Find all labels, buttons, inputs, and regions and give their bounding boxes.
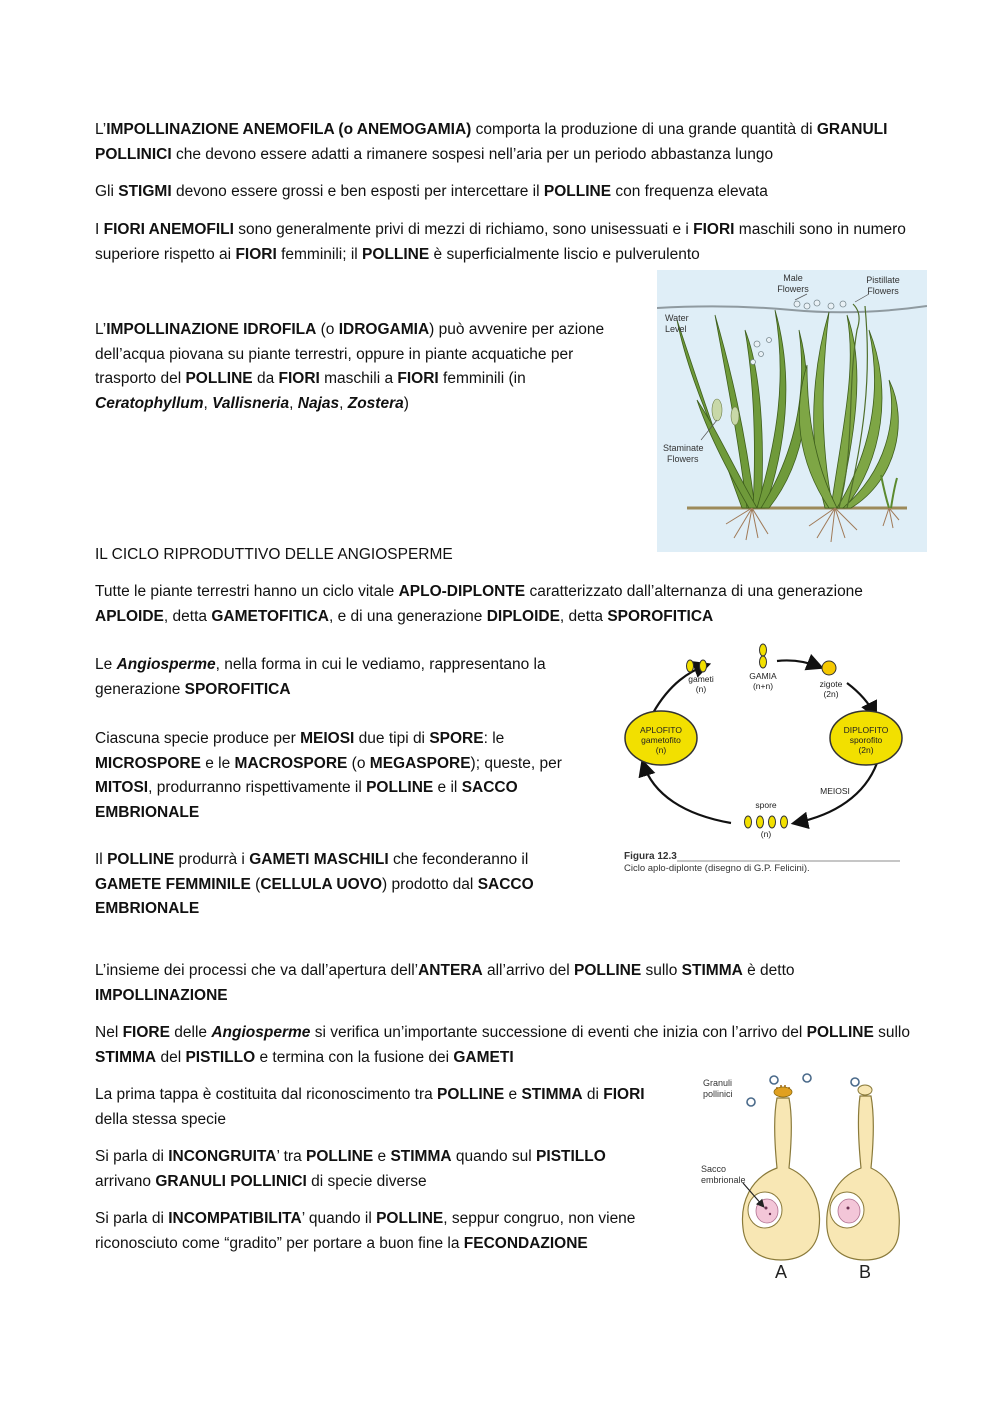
bold-term: POLLINE [543, 183, 612, 200]
text-run: Tutte le piante terrestri hanno un ciclo vitale [95, 583, 399, 600]
label-a: A [774, 1262, 788, 1282]
label-gamia-nn: (n+n) [752, 681, 774, 691]
bold-term: POLLINE [376, 1210, 444, 1227]
bold-term: APLO-DIPLONTE [398, 583, 526, 600]
text-run: Le [95, 656, 117, 673]
bold-term: SACCO EMBRIONALE [95, 779, 518, 821]
bold-term: POLLINE [362, 245, 430, 263]
paragraph-stigmi [95, 180, 915, 205]
text-run: due tipi di [354, 730, 430, 747]
text-run: Si parla di [95, 1210, 169, 1227]
bold-term: SPORE [429, 730, 484, 747]
bold-term: SPOROFITICA [184, 680, 291, 698]
bold-term: FIORI ANEMOFILI [103, 221, 234, 238]
caption-text: Ciclo aplo-diplonte (disegno di G.P. Felicini). [624, 863, 810, 874]
bold-term: DIPLOIDE [486, 607, 560, 625]
bold-term: FIORI [397, 370, 439, 387]
bold-term: GAMETI MASCHILI [249, 851, 389, 868]
bold-term: POLLINE [185, 370, 253, 387]
text-run: delle [169, 1024, 212, 1041]
paragraph-anemofila [95, 118, 915, 167]
text-run: e [504, 1086, 522, 1103]
text-run: La prima tappa è costituita dal riconoscimento tra [95, 1086, 438, 1103]
bold-term: FECONDAZIONE [463, 1234, 588, 1252]
text-run: Il [95, 851, 108, 868]
bold-term: PISTILLO [536, 1148, 606, 1165]
text-run: si verifica un’importante successione di eventi che inizia con l’arrivo del [310, 1024, 807, 1041]
bold-term: Najas [297, 394, 340, 412]
pistil-a [742, 1085, 819, 1260]
text-run: Si parla di [95, 1148, 169, 1165]
bold-term: GAMETI [453, 1048, 514, 1066]
bold-term: MACROSPORE [234, 754, 348, 772]
text-run: , detta [559, 607, 608, 625]
text-run: che devono essere adatti a rimanere sospesi nell’aria per un periodo abbastanza lungo [171, 145, 774, 163]
bold-term: STIMMA [390, 1148, 452, 1165]
text-run: caratterizzato dall’alternanza di una generazione [525, 583, 863, 600]
text-run: comporta la produzione di una grande quantità di [471, 121, 817, 138]
text-run: arrivano [95, 1172, 156, 1190]
bold-term: CELLULA UOVO [260, 875, 383, 893]
bold-term: GAMETOFITICA [211, 607, 329, 625]
bold-term: PISTILLO [185, 1048, 256, 1066]
bold-term: IMPOLLINAZIONE IDROFILA [106, 321, 317, 338]
label-pollinici: pollinici [703, 1089, 733, 1099]
text-run: sono generalmente privi di mezzi di richiamo, sono unisessuati e i [233, 221, 694, 238]
text-run: , nella forma in cui le vediamo, rappresentano la generazione [95, 656, 546, 698]
bold-term: IDROGAMIA [338, 321, 430, 338]
text-run: devono essere grossi e ben esposti per intercettare il [171, 183, 544, 200]
bold-term: MICROSPORE [95, 754, 201, 772]
text-run: della stessa specie [95, 1110, 226, 1128]
paragraph-impollinazione [95, 959, 915, 1008]
text-run: con frequenza elevata [611, 183, 768, 200]
label-gamia: GAMIA [749, 671, 777, 681]
paragraph-angiosperme [95, 653, 595, 702]
label-zigote: zigote [819, 679, 843, 689]
label-staminate-flowers-2: Flowers [667, 454, 699, 464]
label-spore-n: (n) [760, 829, 772, 839]
text-run: , detta [163, 607, 212, 625]
label-aplofito: APLOFITO [640, 725, 682, 735]
label-gametofito: gametofito [641, 735, 681, 745]
pistil-figure [695, 1068, 900, 1283]
bold-term: IMPOLLINAZIONE ANEMOFILA (o ANEMOGAMIA) [106, 121, 472, 138]
label-sacco: Sacco [701, 1164, 727, 1174]
text-run: , [339, 394, 348, 412]
text-run: (o [347, 754, 370, 772]
bold-term: MITOSI [95, 779, 149, 796]
text-run: L’ [95, 321, 107, 338]
paragraph-polline-gameti [95, 848, 575, 922]
label-pistillate-flowers-1: Pistillate [866, 275, 900, 285]
bold-term: GRANULI POLLINICI [155, 1172, 307, 1190]
text-run: e termina con la fusione dei [255, 1048, 454, 1066]
text-run: (o [316, 321, 339, 338]
text-run: che feconderanno il [388, 851, 529, 868]
text-run: e il [433, 779, 462, 796]
text-run: di specie diverse [306, 1172, 427, 1190]
label-male-flowers-1: Male [783, 273, 803, 283]
text-run: è superficialmente liscio e pulverulento [429, 245, 700, 263]
text-run: , e di una generazione [329, 607, 487, 625]
text-run: Nel [95, 1024, 123, 1041]
bold-term: FIORI [278, 370, 320, 387]
text-run: Ciascuna specie produce per [95, 730, 301, 747]
text-run: sullo [641, 962, 682, 979]
bold-term: Ceratophyllum [95, 394, 204, 412]
pistil-b [827, 1085, 900, 1260]
paragraph-meiosi [95, 727, 575, 825]
bold-term: Angiosperme [116, 656, 216, 673]
label-aplofito-n: (n) [655, 745, 667, 755]
text-run: è detto [742, 962, 795, 979]
paragraph-idrofila [95, 318, 635, 416]
text-run: quando sul [451, 1148, 537, 1165]
bold-term: STIMMA [681, 962, 743, 979]
text-run: , [203, 394, 213, 412]
bold-term: MEIOSI [300, 730, 355, 747]
text-run: da [252, 370, 279, 387]
vallisneria-figure [657, 270, 927, 552]
bold-term: STIMMA [95, 1048, 157, 1066]
bold-term: FIORE [122, 1024, 170, 1041]
text-run: L’ [95, 121, 107, 138]
label-staminate-flowers-1: Staminate [663, 443, 704, 453]
bold-term: POLLINE [437, 1086, 505, 1103]
bold-term: POLLINE [806, 1024, 874, 1041]
text-run: ’ tra [276, 1148, 307, 1165]
text-run: : le [483, 730, 505, 747]
label-diplofito-2n: (2n) [858, 745, 874, 755]
text-run: IL CICLO RIPRODUTTIVO DELLE ANGIOSPERME [95, 546, 453, 563]
paragraph-aplo-diplonte [95, 580, 915, 629]
paragraph-prima-tappa [95, 1083, 655, 1132]
label-gameti-n: (n) [695, 684, 707, 694]
bold-term: STIGMI [118, 183, 172, 200]
bold-term: FIORI [603, 1086, 645, 1103]
text-run: di [582, 1086, 604, 1103]
bold-term: SACCO EMBRIONALE [95, 875, 534, 917]
text-run: e [373, 1148, 391, 1165]
label-spore: spore [755, 800, 777, 810]
bold-term: ANTERA [418, 962, 483, 979]
text-run: e le [200, 754, 235, 772]
bold-term: POLLINE [107, 851, 175, 868]
label-pistillate-flowers-2: Flowers [867, 286, 899, 296]
bold-term: MEGASPORE [369, 754, 471, 772]
label-male-flowers-2: Flowers [777, 284, 809, 294]
text-run: maschili sono in numero superiore rispetto ai [95, 221, 906, 263]
bold-term: POLLINE [574, 962, 642, 979]
label-diplofito: DIPLOFITO [843, 725, 889, 735]
label-sporofito: sporofito [849, 735, 883, 745]
text-run: femminili (in [438, 370, 526, 387]
label-granuli: Granuli [703, 1078, 733, 1088]
bold-term: POLLINE [306, 1148, 374, 1165]
paragraph-fiori-anemofili [95, 218, 915, 267]
bold-term: SPOROFITICA [607, 607, 714, 625]
bold-term: APLOIDE [95, 607, 164, 625]
text-run: femminili; il [276, 245, 363, 263]
text-run: ( [250, 875, 261, 893]
label-b: B [858, 1262, 872, 1282]
bold-term: POLLINE [366, 779, 434, 796]
text-run: produrrà i [174, 851, 250, 868]
bold-term: GRANULI POLLINICI [95, 121, 888, 163]
text-run: ) prodotto dal [382, 875, 478, 893]
text-run: all’arrivo del [482, 962, 574, 979]
text-run: , produrranno rispettivamente il [148, 779, 367, 796]
cycle-figure [615, 635, 905, 880]
bold-term: STIMMA [521, 1086, 583, 1103]
text-run: ); queste, per [470, 754, 562, 772]
bold-term: INCOMPATIBILITA [168, 1210, 302, 1227]
text-run: sullo [873, 1024, 910, 1041]
text-run: I [95, 221, 104, 238]
label-water-level-2: Level [665, 324, 687, 334]
text-run: del [156, 1048, 186, 1066]
label-zigote-2n: (2n) [823, 689, 839, 699]
text-run: ’ quando il [301, 1210, 377, 1227]
label-gameti: gameti [688, 674, 714, 684]
text-run: , seppur congruo, non viene riconosciuto come “gradito” per portare a buon fine la [95, 1210, 636, 1252]
text-run: Gli [95, 183, 119, 200]
bold-term: Vallisneria [212, 394, 290, 412]
bold-term: FIORI [693, 221, 735, 238]
text-run: ) può avvenire per azione dell’acqua piovana su piante terrestri, oppure in piante acquatiche per trasporto del [95, 321, 605, 387]
paragraph-incompatibilita [95, 1207, 680, 1256]
bold-term: Zostera [347, 394, 404, 412]
bold-term: Angiosperme [211, 1024, 311, 1041]
pollen-grains [747, 1074, 859, 1106]
bold-term: INCONGRUITA [168, 1148, 277, 1165]
bold-term: FIORI [235, 245, 277, 263]
paragraph-fiore-eventi [95, 1021, 915, 1070]
label-embrionale: embrionale [701, 1175, 746, 1185]
label-meiosi: MEIOSI [820, 786, 850, 796]
paragraph-incongruita [95, 1145, 655, 1194]
text-run: maschili a [319, 370, 398, 387]
label-water-level-1: Water [665, 313, 689, 323]
bold-term: IMPOLLINAZIONE [95, 986, 228, 1004]
text-run: , [289, 394, 298, 412]
caption-title: Figura 12.3 [624, 851, 677, 862]
text-run: L’insieme dei processi che va dall’apertura dell’ [95, 962, 419, 979]
bold-term: GAMETE FEMMINILE [95, 875, 251, 893]
zigote-icon [822, 661, 836, 675]
text-run: ) [403, 394, 409, 412]
